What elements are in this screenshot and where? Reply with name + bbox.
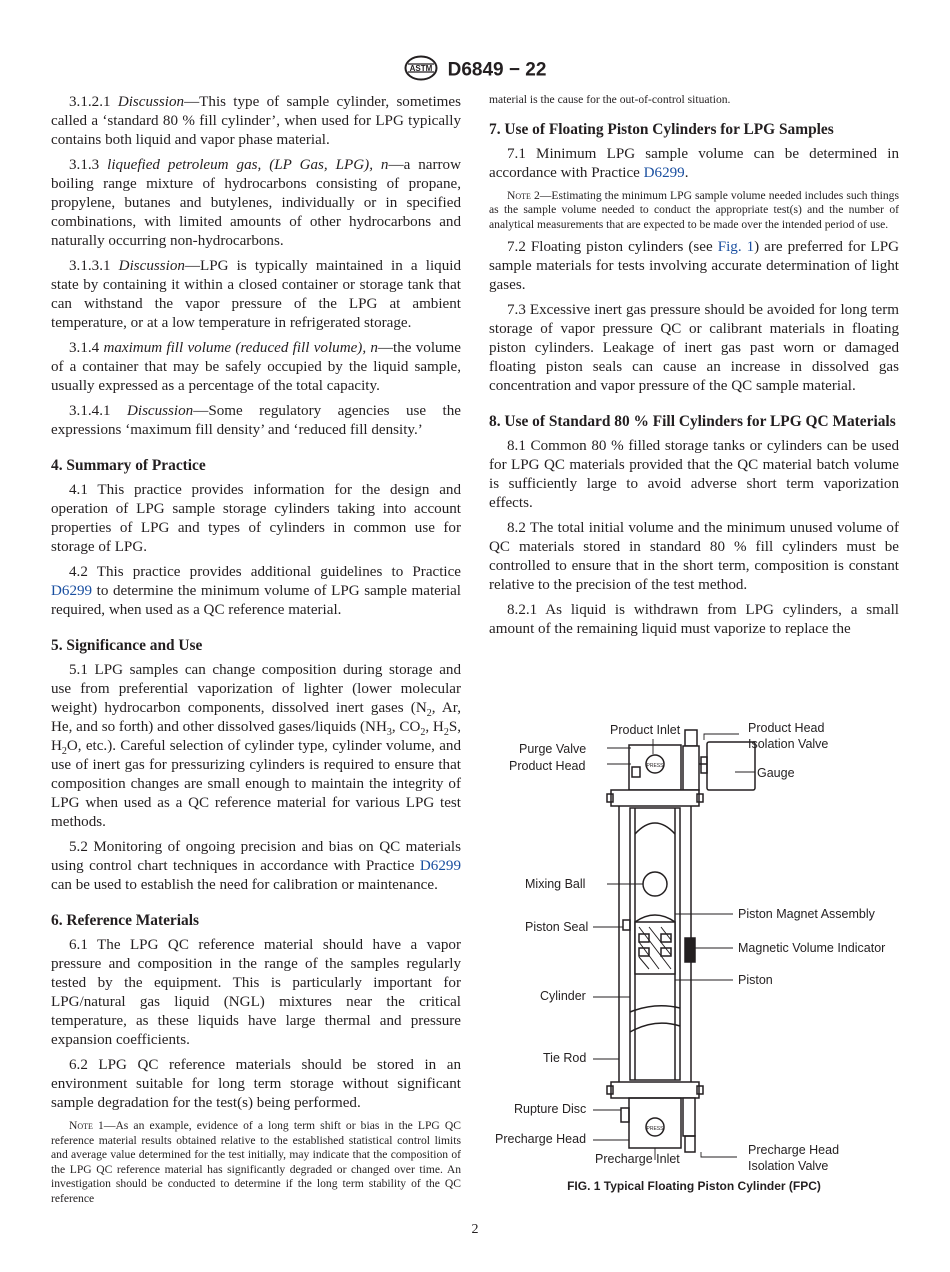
para-6-1: 6.1 The LPG QC reference material should have a vapor pressure and composition in the range of the samples regularly tested by the equipment. This is particularly important for LPG/natural gas liquid (NGL) mixtures near the critical temperature, as these liquids have large thermal and pressure expansion coefficients. (51, 937, 461, 1048)
para-7-3: 7.3 Excessive inert gas pressure should be avoided for long term storage of vapor pressure QC or calibrant materials in floating piston cylinders. Leakage of inert gas past worn or damaged floating piston seals can cause an increase in dissolved gas concentration and vapor pressure of the QC sample material. (489, 302, 899, 394)
para-4-2: 4.2 This practice provides additional guidelines to Practice D6299 to determine the minimum volume of LPG sample material required, when used as a QC reference material. (51, 564, 461, 618)
label-precharge-head-iso-2: Isolation Valve (748, 1159, 829, 1173)
para-4-1: 4.1 This practice provides information for the design and operation of LPG sample storage cylinders taking into account properties of LPG and types of cylinders in common use for storage of LPG. (51, 482, 461, 555)
label-gauge: Gauge (757, 766, 795, 780)
page-number: 2 (471, 1222, 479, 1237)
section-5-heading: 5. Significance and Use (51, 637, 203, 654)
note-1-continued: material is the cause for the out-of-control situation. (489, 93, 731, 106)
figure-1 (489, 712, 899, 1202)
label-product-head: Product Head (509, 759, 586, 773)
para-5-1: 5.1 LPG samples can change composition during storage and use from preferential vaporization of lighter (lower molecular weight) hydrocarbon components, dissolved inert gases ($N_2$, Ar, He, and so forth) and other dissolved gases/liquids ($NH_3$, $CO_2$, $H_2S$, $H_2O$, etc.). Careful selection of cylinder type, cylinder volume, and use of inert gas for pressurizing cylinders is required to ensure that composition changes are small enough to maintain the integrity of LPG when used as a QC reference material for various LPG test methods. (51, 662, 462, 830)
mixing-ball-icon (643, 872, 667, 896)
note-1: Note 1—As an example, evidence of a long term shift or bias in the LPG QC reference material results obtained relative to the established statistical control limits and average value determined for the test initially, may indicate that the composition of the LPG QC reference material has significantly degraded or changed over time. An investigation should be conducted to determine if the long term stability of the QC reference (51, 1119, 461, 1205)
label-piston: Piston (738, 973, 773, 987)
left-column (51, 93, 461, 1212)
label-tie-rod: Tie Rod (543, 1051, 587, 1065)
note-2: Note 2—Estimating the minimum LPG sample volume needed includes such things as the sample volume needed to conduct the appropriate test(s) and the number of analytical measurements that are expected to be made over the intended period of use. (489, 188, 899, 231)
label-precharge-inlet: Precharge Inlet (595, 1152, 680, 1166)
d6299-link[interactable]: D6299 (419, 858, 461, 874)
section-7-heading: 7. Use of Floating Piston Cylinders for LPG Samples (489, 120, 834, 138)
right-column (489, 93, 899, 645)
para-3-1-2-1: 3.1.2.1 Discussion—This type of sample cylinder, sometimes called a ‘standard 80 % fill cylinder’, when used for LPG typically contains both liquid and vapor phase material. (51, 94, 461, 148)
d6299-link[interactable]: D6299 (51, 583, 93, 599)
para-8-2: 8.2 The total initial volume and the minimum unused volume of QC materials stored in standard 80 % fill cylinders must be controlled to ensure that in the short term, composition is constant relative to the precision of the test method. (489, 520, 899, 593)
fig-1-link[interactable]: Fig. 1 (717, 239, 755, 255)
valve-badge-bottom: PRESS (646, 1126, 664, 1132)
para-3-1-4-1: 3.1.4.1 Discussion—Some regulatory agencies use the expressions ‘maximum fill density’ and ‘reduced fill density.’ (51, 403, 461, 438)
para-7-2: 7.2 Floating piston cylinders (see Fig. 1) are preferred for LPG sample materials for tests involving accurate determination of light gases. (489, 239, 899, 293)
label-mag-indicator: Magnetic Volume Indicator (738, 941, 886, 955)
valve-badge-top: PRESS (646, 763, 664, 769)
para-7-1: 7.1 Minimum LPG sample volume can be determined in accordance with Practice D6299. (489, 145, 899, 181)
label-mixing-ball: Mixing Ball (525, 877, 586, 891)
section-4-heading: 4. Summary of Practice (51, 457, 206, 474)
label-piston-seal: Piston Seal (525, 920, 589, 934)
svg-text:ASTM: ASTM (409, 64, 432, 73)
label-precharge-head: Precharge Head (495, 1132, 587, 1146)
designation: D6849 − 22 (447, 59, 547, 81)
para-5-2: 5.2 Monitoring of ongoing precision and bias on QC materials using control chart techniques in accordance with Practice D6299 can be used to establish the need for calibration or maintenance. (51, 839, 461, 893)
para-6-2: 6.2 LPG QC reference materials should be stored in an environment suitable for long term storage without significant sample degradation for the test(s) being performed. (51, 1057, 461, 1111)
para-3-1-3: 3.1.3 liquefied petroleum gas, (LP Gas, LPG), n—a narrow boiling range mixture of hydrocarbons consisting of propane, propylene, butanes and butylenes, individually or in specified combinations, with limited amounts of other hydrocarbons and naturally occurring non-hydrocarbons. (51, 157, 461, 249)
astm-logo-icon (404, 55, 438, 86)
d6299-link[interactable]: D6299 (643, 164, 685, 181)
label-piston-magnet: Piston Magnet Assembly (738, 907, 875, 921)
para-3-1-3-1: 3.1.3.1 Discussion—LPG is typically maintained in a liquid state by containing it within a closed container or storage tank that can withstand the vapor pressure of the LPG at ambient temperature, or at a low temperature in refrigerated storage. (51, 258, 461, 331)
figure-caption: FIG. 1 Typical Floating Piston Cylinder (FPC) (567, 1179, 821, 1193)
section-8-heading: 8. Use of Standard 80 % Fill Cylinders for LPG QC Materials (489, 413, 896, 430)
page-header (0, 55, 950, 86)
label-product-head-iso-1: Product Head (748, 721, 825, 735)
label-rupture-disc: Rupture Disc (514, 1102, 587, 1116)
para-8-2-1: 8.2.1 As liquid is withdrawn from LPG cylinders, a small amount of the remaining liquid must vaporize to replace the (489, 602, 899, 637)
label-product-head-iso-2: Isolation Valve (748, 737, 829, 751)
label-product-inlet: Product Inlet (610, 723, 681, 737)
para-3-1-4: 3.1.4 maximum fill volume (reduced fill volume), n—the volume of a container that may be safely occupied by the liquid sample, usually expressed as a percentage of the total capacity. (51, 340, 461, 394)
para-8-1: 8.1 Common 80 % filled storage tanks or cylinders can be used for LPG QC materials provided that the QC material batch volume is sufficiently large to avoid adverse short term vaporization effects. (489, 438, 899, 511)
label-cylinder: Cylinder (540, 989, 586, 1003)
label-purge-valve: Purge Valve (519, 742, 587, 756)
section-6-heading: 6. Reference Materials (51, 912, 199, 929)
label-precharge-head-iso-1: Precharge Head (748, 1143, 840, 1157)
